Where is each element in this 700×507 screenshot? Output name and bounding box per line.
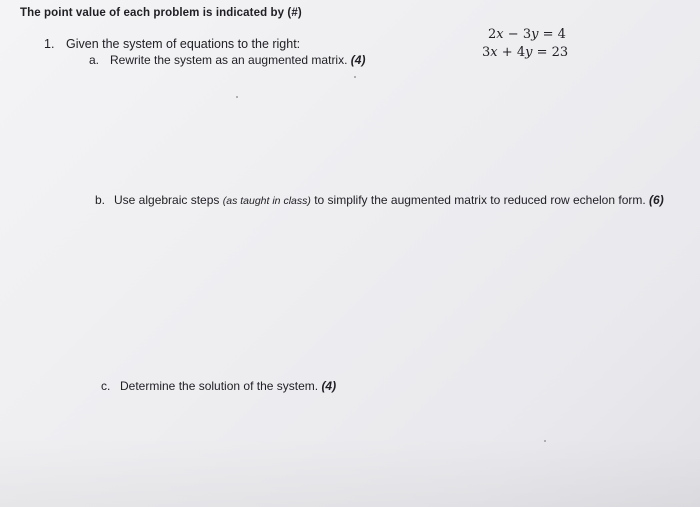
eq1-rhs: 4 [557,27,566,42]
equation-1 [488,27,566,42]
page-shadow [0,437,700,507]
part-b-text-after: to simplify the augmented matrix to reduced row echelon form. [314,193,646,207]
part-b-aside: (as taught in class) [222,195,311,207]
part-c-prompt [120,379,336,393]
eq2-coef-y: 4 [516,45,526,60]
part-c-text: Determine the solution of the system. [120,379,319,393]
paper-speck [354,76,356,78]
eq2-coef-x: 3 [482,45,491,60]
paper-speck [544,440,546,442]
part-a-letter: a. [89,53,100,67]
part-a-prompt [110,53,365,67]
part-c-letter: c. [101,379,111,393]
eq2-var-x: x [490,45,498,60]
paper-speck [236,96,238,98]
part-a-text: Rewrite the system as an augmented matrix. [110,53,348,67]
eq2-var-y: y [525,45,533,60]
part-b-prompt [114,193,664,207]
eq1-var-y: y [531,27,539,42]
eq2-operator: + [501,45,513,60]
part-a-points: (4) [350,53,366,67]
part-b-text-before: Use algebraic steps [114,193,220,207]
problem-number: 1. [44,37,55,51]
eq1-equals: = [542,27,554,42]
eq2-equals: = [536,45,548,60]
eq2-rhs: 23 [551,45,569,60]
part-b-points: (6) [649,193,664,207]
part-b-letter: b. [95,193,106,207]
problem-intro: Given the system of equations to the right: [66,37,301,51]
eq1-var-x: x [496,27,504,42]
equation-2 [482,45,568,60]
eq1-coef-y: 3 [522,27,532,42]
page-header: The point value of each problem is indicated by (#) [20,7,302,19]
eq1-coef-x: 2 [488,27,497,42]
eq1-operator: − [507,27,519,42]
part-c-points: (4) [321,379,337,393]
